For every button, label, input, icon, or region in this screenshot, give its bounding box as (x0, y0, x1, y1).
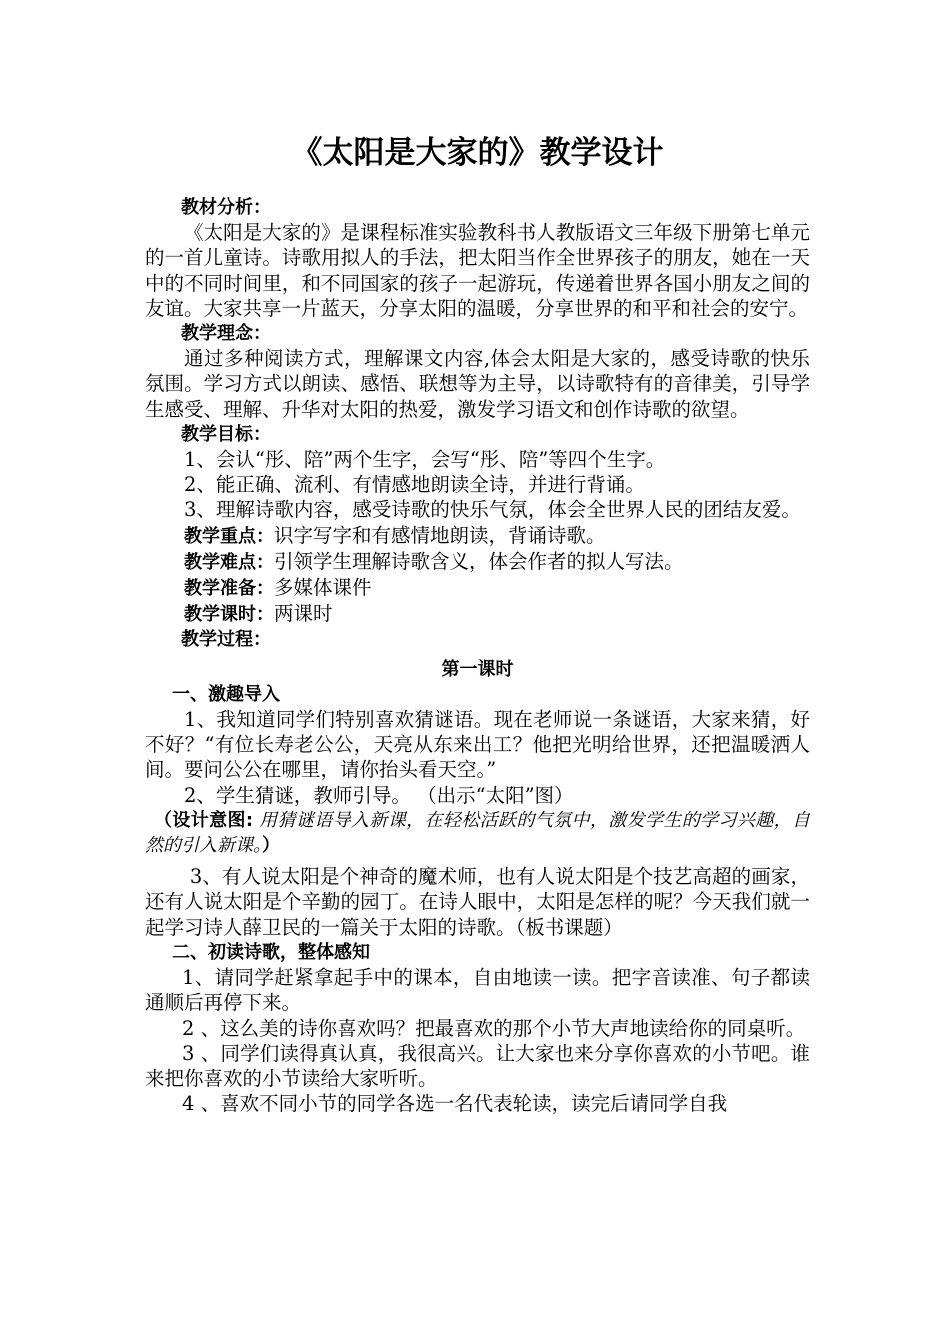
section2-heading: 二、初读诗歌，整体感知 (172, 941, 370, 963)
preparation-row (145, 575, 810, 601)
concept-body: 通过多种阅读方式，理解课文内容,体会太阳是大家的，感受诗歌的快乐氛围。学习方式以朗读、感悟、联想等为主导，以诗歌特有的音律美，引导学生感受、理解、升华对太阳的热爱，激发学习语文和创作诗歌的欲望。 (145, 347, 810, 421)
section2-item: 2 、这么美的诗你喜欢吗？把最喜欢的那个小节大声地读给你的同桌听。 (182, 1016, 806, 1040)
document-page (145, 125, 810, 1116)
preparation-value: 多媒体课件 (274, 576, 372, 600)
lesson1-heading: 第一课时 (441, 658, 514, 680)
hours-label: 教学课时： (184, 604, 274, 626)
section2-item: 1、请同学赶紧拿起手中的课本，自由地读一读。把字音读准、句子都读通顺后再停下来。 (145, 966, 810, 1015)
section1-paragraph: 3、有人说太阳是个神奇的魔术师，也有人说太阳是个技艺高超的画家，还有人说太阳是个辛勤的园丁。在诗人眼中，太阳是怎样的呢？今天我们就一起学习诗人薛卫民的一篇关于太阳的诗歌。（板书课题） (145, 865, 810, 939)
section1-heading: 一、激趣导入 (172, 683, 280, 705)
goal-item: 2、能正确、流利、有情感地朗读全诗，并进行背诵。 (184, 473, 645, 497)
preparation-label: 教学准备： (184, 578, 274, 600)
page-title: 《太阳是大家的》教学设计 (291, 135, 664, 171)
goals-heading: 教学目标： (181, 423, 271, 445)
difficulty-row (145, 549, 810, 575)
analysis-heading: 教材分析： (181, 197, 271, 218)
design-intent-text: 用猜谜语导入新课，在轻松活跃的气氛中，激发学生的学习兴趣，自然的引入新课。 (145, 809, 811, 857)
section2-item: 4 、喜欢不同小节的同学各选一名代表轮读，读完后请同学自我 (182, 1092, 728, 1116)
hours-row (145, 601, 810, 627)
hours-value: 两课时 (274, 602, 333, 626)
key-point-label: 教学重点： (184, 525, 274, 547)
section2-item: 3 、同学们读得真认真，我很高兴。让大家也来分享你喜欢的小节吧。谁来把你喜欢的小节读给大家听听。 (145, 1041, 810, 1090)
design-intent-close: ） (262, 835, 280, 857)
goal-item: 1、会认“彤、陪”两个生字，会写“彤、陪”等四个生字。 (184, 448, 666, 472)
section1-paragraph: 1、我知道同学们特别喜欢猜谜语。现在老师说一条谜语，大家来猜，好不好？“有位长寿老公公，天亮从东来出工？他把光明给世界，还把温暖洒人间。要问公公在哪里，请你抬头看天空。” (145, 708, 810, 782)
design-intent-label: （设计意图: (154, 809, 254, 831)
design-intent (145, 808, 810, 858)
analysis-body: 《太阳是大家的》是课程标准实验教科书人教版语文三年级下册第七单元的一首儿童诗。诗歌用拟人的手法，把太阳当作全世界孩子的朋友，她在一天中的不同时间里，和不同国家的孩子一起游玩，传递着世界各国小朋友之间的友谊。大家共享一片蓝天，分享太阳的温暖，分享世界的和平和社会的安宁。 (145, 221, 810, 320)
key-point-row (145, 523, 810, 549)
key-point-value: 识字写字和有感情地朗读，背诵诗歌。 (274, 523, 606, 547)
concept-heading: 教学理念： (181, 323, 271, 345)
goal-item: 3、理解诗歌内容，感受诗歌的快乐气氛，体会全世界人民的团结友爱。 (184, 498, 801, 522)
difficulty-value: 引领学生理解诗歌含义，体会作者的拟人写法。 (274, 549, 684, 573)
process-heading: 教学过程： (181, 629, 271, 651)
section1-paragraph: 2、学生猜谜，教师引导。 （出示“太阳”图） (184, 783, 574, 807)
difficulty-label: 教学难点： (184, 551, 274, 573)
